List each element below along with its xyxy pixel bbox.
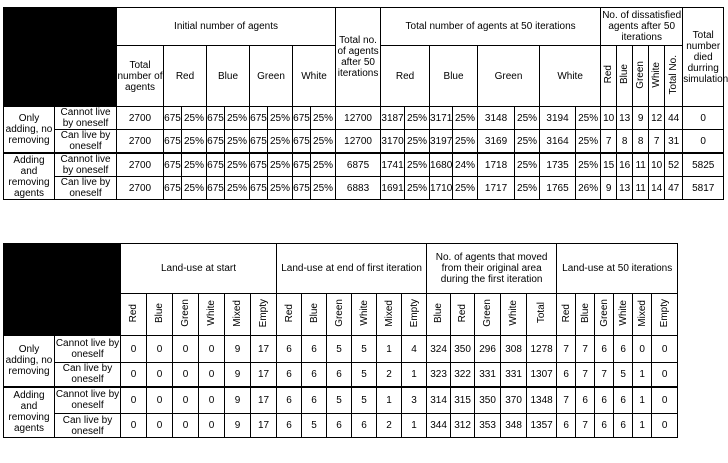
- subheader-moved-total: Total: [536, 302, 548, 324]
- subheader-landuse-mixed: [377, 294, 402, 336]
- simulation-results-table: [3, 7, 728, 200]
- subheader-landuse-empty: Empty: [258, 298, 269, 328]
- subheader-landuse-white: [199, 294, 225, 336]
- dissatisfied-cell: 7: [649, 130, 665, 154]
- header-total-died: Total number died durring simulation: [683, 8, 724, 107]
- landuse-50-cell: 6: [595, 387, 614, 414]
- landuse-start-cell: 9: [225, 363, 251, 387]
- initial-total-cell: 2700: [117, 130, 164, 154]
- subheader-landuse-empty: [402, 294, 427, 336]
- subheader-landuse-white: White: [617, 300, 629, 326]
- dissatisfied-cell: 8: [633, 130, 649, 154]
- landuse-50-cell: 6: [614, 387, 633, 414]
- agents-moved-cell: 322: [451, 363, 475, 387]
- initial-count-cell: 25%: [225, 107, 250, 130]
- landuse-end-first-cell: 5: [302, 414, 327, 438]
- subheader-landuse-white: [614, 294, 633, 336]
- landuse-50-cell: 7: [576, 336, 595, 363]
- subheader-landuse-mixed: [633, 294, 652, 336]
- subheader-landuse-empty: [251, 294, 277, 336]
- landuse-end-first-cell: 2: [377, 363, 402, 387]
- died-cell: 0: [683, 130, 724, 154]
- landuse-start-cell: 0: [199, 336, 225, 363]
- subheader-landuse-red: Red: [560, 303, 572, 323]
- initial-count-cell: 675: [293, 153, 311, 177]
- landuse-end-first-cell: 6: [327, 363, 352, 387]
- table-row: [4, 130, 724, 154]
- landuse-50-cell: 0: [633, 336, 652, 363]
- subheader-landuse-blue: [576, 294, 595, 336]
- subheader-landuse-green: [327, 294, 352, 336]
- dissatisfied-cell: 31: [665, 130, 683, 154]
- dissatisfied-cell: 9: [601, 177, 617, 200]
- header-red: Red: [601, 46, 617, 107]
- subheader-landuse-green: [173, 294, 199, 336]
- subheader-landuse-red: [557, 294, 576, 336]
- landuse-50-cell: 6: [614, 336, 633, 363]
- header-blue: Blue: [207, 46, 250, 107]
- initial-count-cell: 25%: [311, 107, 336, 130]
- header-landuse-50: Land-use at 50 iterations: [557, 244, 678, 294]
- at50-count-cell: 3197: [430, 130, 453, 154]
- initial-count-cell: 675: [293, 107, 311, 130]
- subheader-landuse-mixed: Mixed: [383, 299, 395, 327]
- subheader-moved-blue: Blue: [433, 302, 445, 323]
- header-total-at-50: Total number of agents at 50 iterations: [381, 8, 601, 46]
- landuse-start-cell: 9: [225, 414, 251, 438]
- subheader-landuse-green: Green: [598, 299, 610, 327]
- agents-moved-cell: 353: [475, 414, 501, 438]
- table-row: [4, 107, 724, 130]
- initial-total-cell: 2700: [117, 153, 164, 177]
- landuse-50-cell: 5: [614, 363, 633, 387]
- total-after-cell: 6875: [336, 153, 381, 177]
- initial-count-cell: 675: [293, 177, 311, 200]
- landuse-50-cell: 6: [576, 387, 595, 414]
- at50-count-cell: 3164: [540, 130, 576, 154]
- at50-count-cell: 25%: [453, 177, 478, 200]
- landuse-end-first-cell: 6: [302, 336, 327, 363]
- subheader-landuse-mixed: [225, 294, 251, 336]
- landuse-end-first-cell: 6: [352, 414, 377, 438]
- agents-moved-cell: 331: [501, 363, 527, 387]
- at50-count-cell: 25%: [576, 130, 601, 154]
- subheader-moved-blue: [427, 294, 451, 336]
- landuse-start-cell: 0: [199, 387, 225, 414]
- at50-count-cell: 1765: [540, 177, 576, 200]
- landuse-end-first-cell: 1: [377, 336, 402, 363]
- at50-count-cell: 1741: [381, 153, 405, 177]
- subheader-landuse-empty: Empty: [659, 298, 671, 328]
- subheader-landuse-red: [277, 294, 302, 336]
- landuse-end-first-cell: 6: [277, 414, 302, 438]
- agents-moved-cell: 348: [501, 414, 527, 438]
- subheader-landuse-red: Red: [283, 303, 295, 323]
- initial-count-cell: 25%: [268, 177, 293, 200]
- landuse-start-cell: 0: [173, 363, 199, 387]
- at50-count-cell: 1718: [478, 153, 515, 177]
- landuse-50-cell: 6: [595, 336, 614, 363]
- landuse-50-cell: 7: [576, 414, 595, 438]
- landuse-start-cell: 17: [251, 414, 277, 438]
- initial-count-cell: 25%: [311, 153, 336, 177]
- header-corner: [4, 8, 117, 107]
- header-white: White: [649, 46, 665, 107]
- dissatisfied-cell: 11: [633, 177, 649, 200]
- at50-count-cell: 25%: [576, 153, 601, 177]
- at50-count-cell: 3170: [381, 130, 405, 154]
- header-green: Green: [633, 46, 649, 107]
- landuse-end-first-cell: 5: [327, 336, 352, 363]
- initial-count-cell: 675: [164, 107, 182, 130]
- landuse-50-cell: 0: [652, 336, 678, 363]
- landuse-start-cell: 17: [251, 336, 277, 363]
- subheader-landuse-blue: Blue: [308, 302, 320, 323]
- agents-moved-cell: 312: [451, 414, 475, 438]
- subheader-landuse-white: [352, 294, 377, 336]
- at50-count-cell: 3169: [478, 130, 515, 154]
- subheader-landuse-green: Green: [333, 299, 345, 327]
- header-blue: Blue: [430, 46, 478, 107]
- at50-count-cell: 25%: [453, 107, 478, 130]
- agents-moved-cell: 296: [475, 336, 501, 363]
- subheader-landuse-blue: [147, 294, 173, 336]
- agents-moved-cell: 331: [475, 363, 501, 387]
- died-cell: 5817: [683, 177, 724, 200]
- initial-count-cell: 25%: [268, 130, 293, 154]
- landuse-start-cell: 0: [147, 336, 173, 363]
- agents-moved-cell: 344: [427, 414, 451, 438]
- landuse-50-cell: 6: [557, 414, 576, 438]
- dissatisfied-cell: 10: [601, 107, 617, 130]
- at50-count-cell: 1717: [478, 177, 515, 200]
- table-row: [4, 387, 678, 414]
- landuse-start-cell: 0: [147, 387, 173, 414]
- agents-moved-cell: 1307: [527, 363, 557, 387]
- agents-moved-cell: 1348: [527, 387, 557, 414]
- initial-count-cell: 25%: [311, 177, 336, 200]
- landuse-end-first-cell: 6: [277, 387, 302, 414]
- at50-count-cell: 25%: [515, 177, 540, 200]
- initial-count-cell: 675: [250, 177, 268, 200]
- row-sub-label: Cannot live by oneself: [55, 153, 117, 177]
- row-sub-label: Can live by oneself: [55, 363, 121, 387]
- initial-count-cell: 675: [207, 177, 225, 200]
- header-total-after-50: Total no. of agents after 50 iterations: [336, 8, 381, 107]
- landuse-50-cell: 6: [557, 363, 576, 387]
- header-red: Red: [164, 46, 207, 107]
- landuse-50-cell: 1: [633, 363, 652, 387]
- header-total-initial: Total number of agents: [117, 46, 164, 107]
- subheader-moved-red: [451, 294, 475, 336]
- dissatisfied-cell: 11: [633, 153, 649, 177]
- dissatisfied-cell: 44: [665, 107, 683, 130]
- landuse-50-cell: 0: [652, 363, 678, 387]
- row-group-label: Only adding, no removing: [4, 107, 55, 154]
- initial-count-cell: 25%: [268, 107, 293, 130]
- dissatisfied-cell: 13: [617, 177, 633, 200]
- header-agents-moved: No. of agents that moved from their original area during the first iteration: [427, 244, 557, 294]
- row-sub-label: Cannot live by oneself: [55, 107, 117, 130]
- table-row: [4, 153, 724, 177]
- at50-count-cell: 25%: [405, 177, 430, 200]
- at50-count-cell: 25%: [405, 130, 430, 154]
- initial-count-cell: 675: [293, 130, 311, 154]
- row-sub-label: Cannot live by oneself: [55, 387, 121, 414]
- agents-moved-cell: 370: [501, 387, 527, 414]
- landuse-end-first-cell: 6: [277, 363, 302, 387]
- row-sub-label: Cannot live by oneself: [55, 336, 121, 363]
- landuse-start-cell: 0: [121, 336, 147, 363]
- landuse-start-cell: 17: [251, 363, 277, 387]
- table-row: [4, 177, 724, 200]
- at50-count-cell: 25%: [453, 130, 478, 154]
- landuse-start-cell: 0: [121, 414, 147, 438]
- initial-count-cell: 25%: [268, 153, 293, 177]
- dissatisfied-cell: 14: [649, 177, 665, 200]
- table-row: [4, 363, 678, 387]
- at50-count-cell: 25%: [405, 153, 430, 177]
- initial-count-cell: 675: [164, 153, 182, 177]
- landuse-end-first-cell: 6: [277, 336, 302, 363]
- agents-moved-cell: 323: [427, 363, 451, 387]
- landuse-start-cell: 0: [173, 387, 199, 414]
- landuse-end-first-cell: 5: [352, 363, 377, 387]
- at50-count-cell: 25%: [405, 107, 430, 130]
- landuse-end-first-cell: 5: [352, 387, 377, 414]
- subheader-landuse-white: White: [358, 300, 370, 326]
- agents-moved-cell: 1278: [527, 336, 557, 363]
- landuse-end-first-cell: 5: [352, 336, 377, 363]
- initial-count-cell: 675: [207, 130, 225, 154]
- landuse-start-cell: 0: [147, 414, 173, 438]
- header-dissatisfied: No. of dissatisfied agents after 50 iterations: [601, 8, 683, 46]
- subheader-moved-white: White: [508, 300, 520, 326]
- landuse-50-cell: 6: [614, 414, 633, 438]
- landuse-start-cell: 0: [199, 363, 225, 387]
- subheader-landuse-blue: [302, 294, 327, 336]
- initial-count-cell: 25%: [225, 130, 250, 154]
- died-cell: 0: [683, 107, 724, 130]
- landuse-start-cell: 0: [121, 387, 147, 414]
- initial-count-cell: 25%: [182, 177, 207, 200]
- landuse-end-first-cell: 5: [327, 387, 352, 414]
- at50-count-cell: 25%: [515, 130, 540, 154]
- landuse-start-cell: 0: [173, 336, 199, 363]
- subheader-landuse-blue: Blue: [579, 302, 591, 323]
- initial-total-cell: 2700: [117, 107, 164, 130]
- landuse-50-cell: 1: [633, 414, 652, 438]
- at50-count-cell: 25%: [515, 107, 540, 130]
- table-row: [4, 336, 678, 363]
- at50-count-cell: 3194: [540, 107, 576, 130]
- subheader-landuse-white: White: [206, 300, 217, 326]
- subheader-landuse-mixed: Mixed: [636, 299, 648, 327]
- subheader-landuse-red: Red: [128, 303, 139, 323]
- at50-count-cell: 1691: [381, 177, 405, 200]
- table-row: [4, 414, 678, 438]
- landuse-start-cell: 0: [121, 363, 147, 387]
- dissatisfied-cell: 7: [601, 130, 617, 154]
- header-landuse-start: Land-use at start: [121, 244, 277, 294]
- initial-count-cell: 25%: [311, 130, 336, 154]
- subheader-landuse-red: [121, 294, 147, 336]
- header-corner: [4, 244, 121, 336]
- initial-count-cell: 675: [250, 107, 268, 130]
- dissatisfied-cell: 13: [617, 107, 633, 130]
- at50-count-cell: 1735: [540, 153, 576, 177]
- header-white: White: [293, 46, 336, 107]
- landuse-start-cell: 17: [251, 387, 277, 414]
- initial-count-cell: 25%: [225, 177, 250, 200]
- at50-count-cell: 25%: [515, 153, 540, 177]
- at50-count-cell: 3187: [381, 107, 405, 130]
- landuse-50-cell: 0: [652, 387, 678, 414]
- landuse-start-cell: 9: [225, 387, 251, 414]
- total-after-cell: 6883: [336, 177, 381, 200]
- header-landuse-end-first: Land-use at end of first iteration: [277, 244, 427, 294]
- dissatisfied-cell: 8: [617, 130, 633, 154]
- agents-moved-cell: 314: [427, 387, 451, 414]
- initial-count-cell: 25%: [225, 153, 250, 177]
- subheader-landuse-blue: Blue: [154, 302, 165, 323]
- initial-count-cell: 675: [207, 107, 225, 130]
- dissatisfied-cell: 15: [601, 153, 617, 177]
- initial-count-cell: 25%: [182, 153, 207, 177]
- landuse-50-cell: 1: [633, 387, 652, 414]
- initial-count-cell: 25%: [182, 130, 207, 154]
- landuse-start-cell: 0: [199, 414, 225, 438]
- header-blue: Blue: [617, 46, 633, 107]
- total-after-cell: 12700: [336, 107, 381, 130]
- subheader-landuse-empty: Empty: [408, 298, 420, 328]
- subheader-landuse-empty: [652, 294, 678, 336]
- agents-moved-cell: 315: [451, 387, 475, 414]
- landuse-end-first-cell: 6: [302, 387, 327, 414]
- landuse-end-first-cell: 1: [377, 387, 402, 414]
- dissatisfied-cell: 47: [665, 177, 683, 200]
- agents-moved-cell: 324: [427, 336, 451, 363]
- died-cell: 5825: [683, 153, 724, 177]
- agents-moved-cell: 1357: [527, 414, 557, 438]
- at50-count-cell: 1680: [430, 153, 453, 177]
- at50-count-cell: 25%: [576, 107, 601, 130]
- subheader-landuse-green: [595, 294, 614, 336]
- dissatisfied-cell: 9: [633, 107, 649, 130]
- agents-moved-cell: 350: [451, 336, 475, 363]
- dissatisfied-cell: 16: [617, 153, 633, 177]
- header-green: Green: [250, 46, 293, 107]
- row-sub-label: Can live by oneself: [55, 130, 117, 154]
- landuse-end-first-cell: 1: [402, 414, 427, 438]
- landuse-end-first-cell: 4: [402, 336, 427, 363]
- subheader-moved-green: Green: [482, 299, 494, 327]
- total-after-cell: 12700: [336, 130, 381, 154]
- at50-count-cell: 3171: [430, 107, 453, 130]
- row-group-label: Adding and removing agents: [4, 153, 55, 200]
- landuse-50-cell: 7: [576, 363, 595, 387]
- subheader-moved-green: [475, 294, 501, 336]
- header-initial-agents: Initial number of agents: [117, 8, 336, 46]
- agents-moved-cell: 308: [501, 336, 527, 363]
- agents-moved-cell: 350: [475, 387, 501, 414]
- subheader-moved-total: [527, 294, 557, 336]
- at50-count-cell: 3148: [478, 107, 515, 130]
- landuse-start-cell: 0: [173, 414, 199, 438]
- landuse-50-cell: 7: [595, 363, 614, 387]
- landuse-end-first-cell: 2: [377, 414, 402, 438]
- landuse-start-cell: 0: [147, 363, 173, 387]
- landuse-end-first-cell: 3: [402, 387, 427, 414]
- subheader-landuse-green: Green: [180, 299, 191, 327]
- subheader-landuse-mixed: Mixed: [232, 299, 243, 327]
- initial-count-cell: 675: [250, 130, 268, 154]
- dissatisfied-cell: 12: [649, 107, 665, 130]
- row-group-label: Adding and removing agents: [4, 387, 55, 438]
- landuse-50-cell: 6: [595, 414, 614, 438]
- header-red: Red: [381, 46, 430, 107]
- at50-count-cell: 1710: [430, 177, 453, 200]
- initial-total-cell: 2700: [117, 177, 164, 200]
- initial-count-cell: 675: [250, 153, 268, 177]
- dissatisfied-cell: 52: [665, 153, 683, 177]
- initial-count-cell: 675: [207, 153, 225, 177]
- landuse-50-cell: 7: [557, 387, 576, 414]
- initial-count-cell: 675: [164, 130, 182, 154]
- landuse-50-cell: 0: [652, 414, 678, 438]
- row-group-label: Only adding, no removing: [4, 336, 55, 387]
- header-green: Green: [478, 46, 540, 107]
- landuse-end-first-cell: 6: [327, 414, 352, 438]
- at50-count-cell: 26%: [576, 177, 601, 200]
- subheader-moved-white: [501, 294, 527, 336]
- initial-count-cell: 25%: [182, 107, 207, 130]
- header-total-no: Total No.: [665, 46, 683, 107]
- dissatisfied-cell: 10: [649, 153, 665, 177]
- subheader-moved-red: Red: [457, 303, 469, 323]
- row-sub-label: Can live by oneself: [55, 177, 117, 200]
- initial-count-cell: 675: [164, 177, 182, 200]
- land-use-table: [3, 243, 678, 438]
- at50-count-cell: 24%: [453, 153, 478, 177]
- landuse-50-cell: 7: [557, 336, 576, 363]
- header-white: White: [540, 46, 601, 107]
- row-sub-label: Can live by oneself: [55, 414, 121, 438]
- landuse-start-cell: 9: [225, 336, 251, 363]
- landuse-end-first-cell: 1: [402, 363, 427, 387]
- landuse-end-first-cell: 6: [302, 363, 327, 387]
